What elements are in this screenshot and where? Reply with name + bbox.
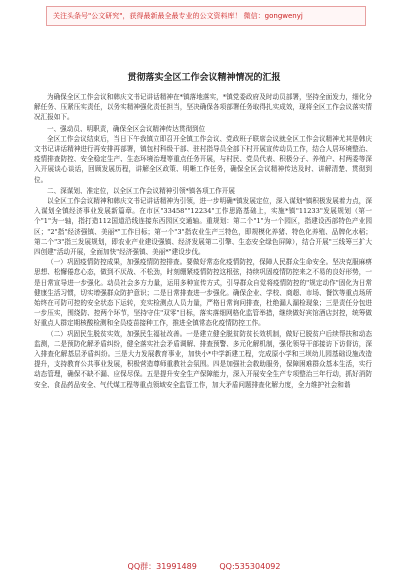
intro-paragraph: 为确保全区工作会议和韩庆文书记讲话精神在*镇落地落实，*镇党委政府及时动员部署，坚持全面发力，细化分解任务、压紧压实责任，以务实精神强化责任担当，坚决确保各项部署任务取得扎实成效，现将全区工作会议落实情况汇报如下。: [34, 93, 372, 122]
footer-contact: [0, 561, 408, 572]
promo-banner: [46, 6, 366, 26]
section-2-paragraph: 以全区工作会议精神和韩庆文书记讲话精神为引领，进一步明确*镇发展定位，深入谋划*镇积极发展着力点，深入谋划全镇经济事业发展新篇章。在市区"33458""12234"工作思路基础上，实施*镇"11233"发展规划（第一个"1"为一轴，指打造112国道沿线连接东西园区交通轴。重规划：第二个"1"为一个园区，指建设西部特色产业园区；"2"指"经济强镇、美丽*"工作目标；第一个"3"指农业生产三特色，即规模化养猪、特色化养殖、品牌化水稻；第二个"3"指三发展规划，即农业产业建设强镇、经济发展第二引擎、生态安全绿色屏障），结合开展"三线筹三扩大四创建"活动开展，全面加快"经济强镇、美丽*"建设步伐。: [34, 197, 372, 257]
banner-text: 关注头条号"公文研究"，获得最新最全最专业的公文资料库！ 微信：gongwenyj: [53, 12, 303, 20]
section-1-paragraph: 全区工作会议结束后，当日下午我镇立即召开全镇工作会议、党政班子联席会议就全区工作会议精神尤其是韩庆文书记讲话精神进行再安排再部署，镇包村科级干部、驻村指导员全部下村开展宣传动员工作，结合人居环境整治、疫情排查防控、安全稳定生产、生态环境治理等重点任务开展，与村民、党员代表、积极分子、养殖户、村两委等深入开展谈心谈话，回顾发展历程，讲解全区政策、明晰工作任务，确保全区会议精神传达及时、讲解清楚、贯彻到位。: [34, 134, 372, 184]
footer-qq-group: QQ群：31991489: [127, 562, 197, 571]
page-title: 贯彻落实全区工作会议精神情况的汇报: [127, 73, 281, 83]
subsection-2-paragraph: （二）巩固民生脱贫实效，加强民生福祉改善。一是建立健全脱贫防贫长效机制，做好已脱贫户后续帮扶和动态监测，二是预防化解矛盾纠纷，健全落实社会矛盾调解、排查预警、多元化解机制，强化领导干部接访下访督访，深入排查化解基层矛盾纠纷。三是大力发展教育事业，加快小*中学新建工程，完成原小学和三坝幼儿园基础设施改造提升，支持教育公共事业发展，积极营造尊师重教社会氛围。四是加强社会救助服务，保障困难群众基本生活，实行动态管理，确保不缺不漏、应保尽保。五是提升安全生产保障能力，深入开展安全生产专项整治三年行动，抓好消防安全、食品药品安全、气代煤工程等重点领域安全监管工作，加大矛盾问题排查化解力度，全力维护社会和谐: [34, 329, 372, 389]
subsection-1-paragraph: （一）巩固疫情防控成果，加强疫情防控排查。要做好常态化疫情防控，保障人民群众生命安全。坚决克服麻痹思想、松懈倦怠心态，做到不厌战、不松劲，时刻绷紧疫情防控这根弦，持续巩固疫情防控来之不易的良好形势，一是日常宣导进一步强化。动员社会多方力量，运用多种宣传方式，引导群众自觉将疫情防控的"规定动作"固化为日常健康生活习惯，切实增强群众防护意识；二是日常排查进一步强化。确保企业、学校、商超、市场、餐饮等重点场所始终在可防可控的安全状态下运转，充实检测点人员力量，严格日常询问排查，杜绝漏人漏检现象；三是责任分包进一步压实，围绕防、控两个环节，坚持守住"双零"目标，落实落细网格化监管举措，继续做好宾馆酒店封控，统筹做好重点人群定期核酸检测和全员疫苗接种工作，推进全镇常态化疫情防控工作。: [34, 258, 372, 328]
section-heading-2: 二、深谋划、准定位，以全区工作会议精神引领*镇各项工作开展: [47, 186, 235, 195]
section-heading-1: 一、强动员、明职责，确保全区会议精神传达贯彻到位: [47, 124, 206, 133]
document-body: [34, 92, 372, 552]
footer-qq: QQ:535304092: [219, 562, 281, 571]
